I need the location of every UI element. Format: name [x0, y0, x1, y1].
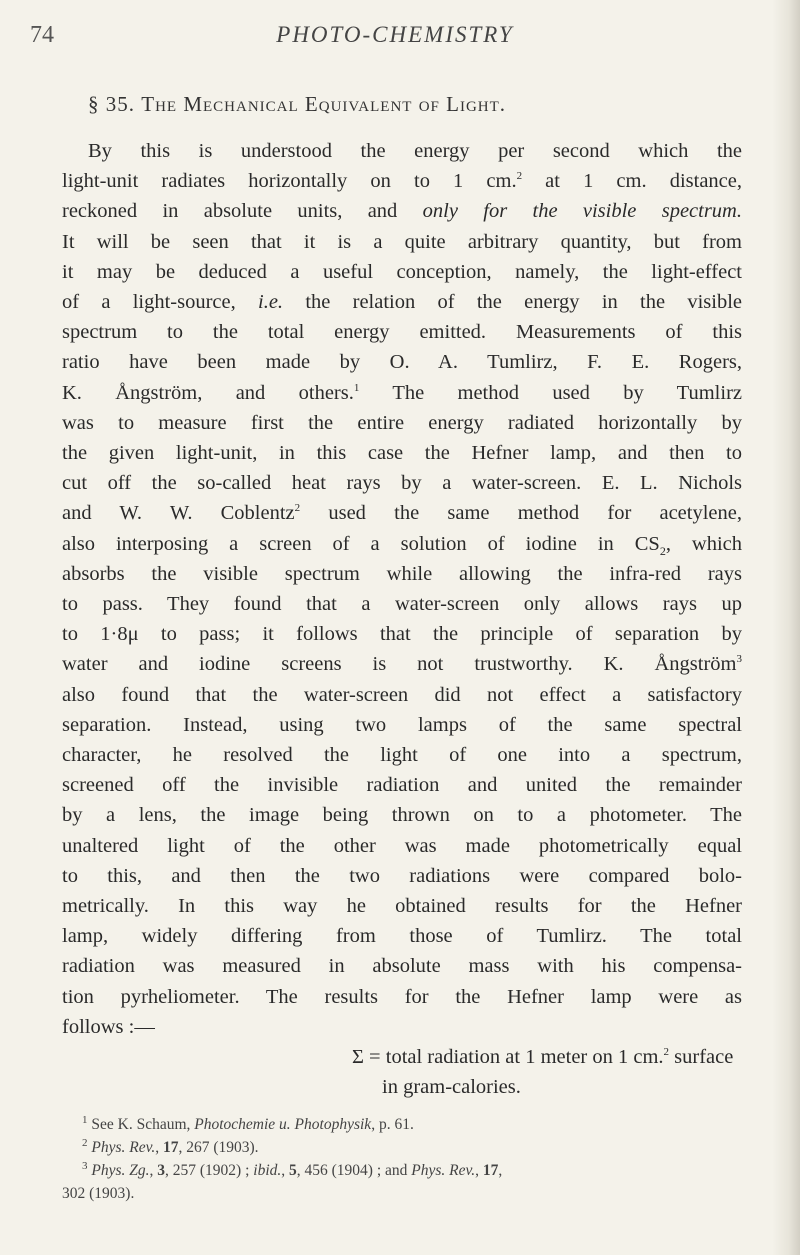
section-number: § 35.	[88, 92, 135, 116]
body-line: to pass. They found that a water-screen only allows rays up	[62, 593, 742, 616]
body-line: separation. Instead, using two lamps of the same spectral	[62, 713, 742, 736]
body-line: K. Ångström, and others.$^1$ The method used by Tumlirz	[62, 381, 742, 404]
section-title: The Mechanical Equivalent of Light.	[141, 92, 507, 116]
body-line: water and iodine screens is not trustworthy. K. Ångström$^3$	[62, 653, 742, 676]
page-number: 74	[30, 22, 54, 48]
body-line: and W. W. Coblentz$^2$ used the same method for acetylene,	[62, 502, 742, 525]
footnote: $^2$ Phys. Rev., 17, 267 (1903).	[82, 1136, 259, 1156]
body-line: to this, and then the two radiations were compared bolo-	[62, 864, 742, 887]
body-line: tion pyrheliometer. The results for the Hefner lamp were as	[62, 985, 742, 1008]
body-line: It will be seen that it is a quite arbitrary quantity, but from	[62, 230, 742, 253]
footnote: $^3$ Phys. Zg., 3, 257 (1902) ; ibid., 5, 456 (1904) ; and Phys. Rev., 17,	[82, 1159, 503, 1179]
body-line: also found that the water-screen did not effect a satisfactory	[62, 683, 742, 706]
body-line: by a lens, the image being thrown on to a photometer. The	[62, 804, 742, 827]
body-line: also interposing a screen of a solution of iodine in $CS_2$, which	[62, 532, 742, 558]
body-line: was to measure first the entire energy radiated horizontally by	[62, 411, 742, 434]
body-line: By this is understood the energy per second which the	[88, 140, 742, 162]
body-text	[62, 136, 742, 1103]
section-heading	[88, 92, 768, 117]
body-line: cut off the so-called heat rays by a water-screen. E. L. Nichols	[62, 472, 742, 495]
body-line: of a light-source, i.e. the relation of the energy in the visible	[62, 291, 742, 314]
body-line: unaltered light of the other was made photometrically equal	[62, 834, 742, 857]
body-line: spectrum to the total energy emitted. Measurements of this	[62, 321, 742, 344]
body-line: screened off the invisible radiation and united the remainder	[62, 774, 742, 797]
body-line: absorbs the visible spectrum while allowing the infra-red rays	[62, 562, 742, 585]
body-line: follows :—	[62, 1015, 155, 1038]
body-line: light-unit radiates horizontally on to 1 cm.$^2$ at 1 cm. distance,	[62, 170, 742, 193]
body-line: reckoned in absolute units, and only for the visible spectrum.	[62, 200, 742, 223]
body-line: in gram-calories.	[382, 1076, 521, 1099]
footnote: $^1$ See K. Schaum, Photochemie u. Photophysik, p. 61.	[82, 1113, 414, 1133]
body-line: metrically. In this way he obtained results for the Hefner	[62, 895, 742, 918]
body-line: ratio have been made by O. A. Tumlirz, F. E. Rogers,	[62, 351, 742, 374]
body-line: character, he resolved the light of one into a spectrum,	[62, 744, 742, 767]
body-line: Σ = total radiation at 1 meter on 1 cm.$^2$ surface	[352, 1046, 734, 1069]
body-line: the given light-unit, in this case the Hefner lamp, and then to	[62, 442, 742, 465]
body-line: lamp, widely differing from those of Tumlirz. The total	[62, 925, 742, 948]
page-header	[0, 22, 800, 58]
running-head: PHOTO-CHEMISTRY	[276, 22, 514, 47]
page-edge-shadow	[772, 0, 800, 1255]
body-line: it may be deduced a useful conception, namely, the light-effect	[62, 260, 742, 283]
body-line: radiation was measured in absolute mass with his compensa-	[62, 955, 742, 978]
footnote: 302 (1903).	[62, 1185, 135, 1202]
footnotes	[62, 1113, 752, 1205]
body-line: to 1·8μ to pass; it follows that the principle of separation by	[62, 623, 742, 646]
